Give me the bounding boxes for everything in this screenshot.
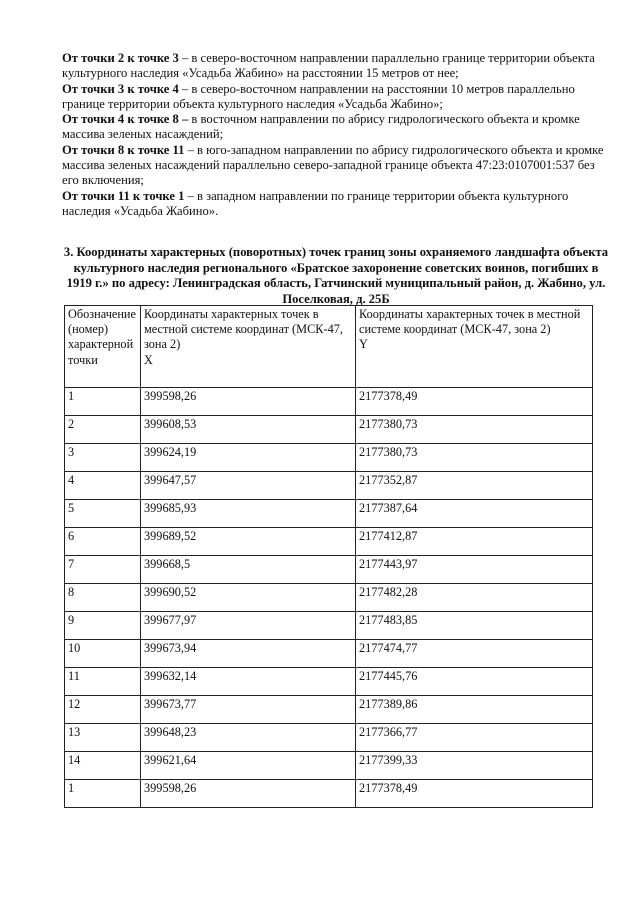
table-row: [65, 752, 593, 780]
boundary-description: [62, 51, 610, 219]
header-point-number-label: Обозначение (номер) характерной точки: [68, 307, 136, 367]
cell-y-value: 2177399,33: [356, 752, 593, 780]
header-x-coordinate: [141, 306, 356, 388]
cell-x-value: 399608,53: [141, 416, 356, 444]
cell-x-value: 399632,14: [141, 668, 356, 696]
cell-x-value: 399647,57: [141, 472, 356, 500]
paragraph-text: в восточном направлении по абрису гидрологического объекта и кромке массива зеленых насаждений;: [62, 112, 580, 142]
table-header-row: [65, 306, 593, 388]
paragraph: [62, 112, 610, 143]
paragraph-lead: От точки 4 к точке 8 –: [62, 112, 189, 127]
header-y-label: Координаты характерных точек в местной системе координат (МСК-47, зона 2): [359, 307, 581, 337]
section-heading: 3. Координаты характерных (поворотных) точек границ зоны охраняемого ландшафта объекта культурного наследия регионального «Братское захоронение советских воинов, погибших в 1919 г.» по адресу: Ленинградская область, Гатчинский муниципальный район, д. Жабино, ул. Поселковая, д. 25Б: [63, 245, 609, 306]
cell-y-value: 2177443,97: [356, 556, 593, 584]
cell-x-value: 399648,23: [141, 724, 356, 752]
header-x-label: Координаты характерных точек в местной системе координат (МСК-47, зона 2): [144, 307, 343, 352]
table-row: [65, 556, 593, 584]
table-row: [65, 388, 593, 416]
table-row: [65, 584, 593, 612]
paragraph-lead: От точки 11 к точке 1: [62, 188, 185, 203]
header-y-coordinate: [356, 306, 593, 388]
cell-x-value: 399668,5: [141, 556, 356, 584]
cell-point-number: 11: [65, 668, 141, 696]
cell-point-number: 1: [65, 780, 141, 808]
cell-x-value: 399598,26: [141, 780, 356, 808]
table-row: [65, 472, 593, 500]
table-row: [65, 612, 593, 640]
paragraph-text: – в западном направлении по границе территории объекта культурного наследия «Усадьба Жабино».: [62, 188, 569, 218]
cell-x-value: 399673,77: [141, 696, 356, 724]
cell-point-number: 12: [65, 696, 141, 724]
cell-y-value: 2177389,86: [356, 696, 593, 724]
table-body: [65, 388, 593, 808]
cell-x-value: 399690,52: [141, 584, 356, 612]
paragraph-lead: От точки 2 к точке 3: [62, 51, 179, 65]
cell-x-value: 399624,19: [141, 444, 356, 472]
cell-point-number: 8: [65, 584, 141, 612]
cell-y-value: 2177482,28: [356, 584, 593, 612]
paragraph: [62, 143, 610, 189]
cell-y-value: 2177366,77: [356, 724, 593, 752]
cell-point-number: 5: [65, 500, 141, 528]
cell-y-value: 2177387,64: [356, 500, 593, 528]
cell-point-number: 2: [65, 416, 141, 444]
paragraph-lead: От точки 8 к точке 11: [62, 142, 185, 157]
coordinates-table: [64, 305, 593, 808]
header-point-number: [65, 306, 141, 388]
cell-y-value: 2177378,49: [356, 780, 593, 808]
cell-point-number: 4: [65, 472, 141, 500]
cell-x-value: 399598,26: [141, 388, 356, 416]
table-row: [65, 668, 593, 696]
cell-x-value: 399689,52: [141, 528, 356, 556]
cell-y-value: 2177352,87: [356, 472, 593, 500]
paragraph-lead: От точки 3 к точке 4: [62, 81, 179, 96]
header-x-axis: X: [144, 352, 153, 367]
cell-point-number: 1: [65, 388, 141, 416]
table-header: [65, 306, 593, 388]
table-row: [65, 500, 593, 528]
paragraph-text: – в северо-восточном направлении параллельно границе территории объекта культурного наследия «Усадьба Жабино» на расстоянии 15 метров от нее;: [62, 51, 595, 81]
table-row: [65, 528, 593, 556]
table-row: [65, 416, 593, 444]
cell-x-value: 399673,94: [141, 640, 356, 668]
paragraph: [62, 82, 610, 113]
paragraph-text: – в юго-западном направлении по абрису гидрологического объекта и кромке массива зеленых насаждений параллельно северо-западной границе объекта 47:23:0107001:537 без его включения;: [62, 142, 604, 188]
cell-point-number: 10: [65, 640, 141, 668]
cell-y-value: 2177380,73: [356, 416, 593, 444]
cell-x-value: 399677,97: [141, 612, 356, 640]
cell-y-value: 2177378,49: [356, 388, 593, 416]
cell-y-value: 2177483,85: [356, 612, 593, 640]
paragraph: [62, 189, 610, 220]
table-row: [65, 444, 593, 472]
cell-point-number: 14: [65, 752, 141, 780]
table-row: [65, 780, 593, 808]
table-row: [65, 640, 593, 668]
cell-x-value: 399621,64: [141, 752, 356, 780]
cell-point-number: 7: [65, 556, 141, 584]
cell-y-value: 2177445,76: [356, 668, 593, 696]
cell-point-number: 13: [65, 724, 141, 752]
cell-y-value: 2177380,73: [356, 444, 593, 472]
table-row: [65, 696, 593, 724]
cell-y-value: 2177474,77: [356, 640, 593, 668]
cell-x-value: 399685,93: [141, 500, 356, 528]
cell-point-number: 3: [65, 444, 141, 472]
paragraph-text: – в северо-восточном направлении на расстоянии 10 метров параллельно границе территории объекта культурного наследия «Усадьба Жабино»;: [62, 81, 575, 111]
cell-y-value: 2177412,87: [356, 528, 593, 556]
header-y-axis: Y: [359, 337, 368, 352]
cell-point-number: 6: [65, 528, 141, 556]
paragraph: [62, 51, 610, 82]
table-row: [65, 724, 593, 752]
cell-point-number: 9: [65, 612, 141, 640]
